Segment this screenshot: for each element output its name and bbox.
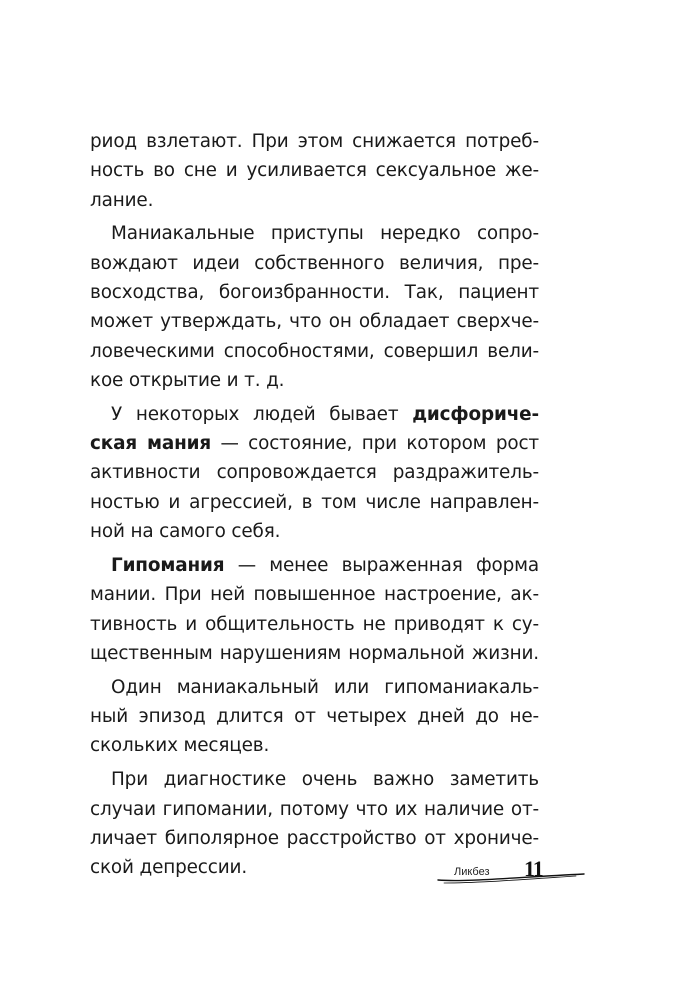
text-line: Один маниакальный или гипоманиакаль- [111,676,539,698]
text-line: ностью и агрессией, в том числе направлен- [90,491,539,513]
section-label: Ликбез [454,866,490,878]
text-line: восходства, богоизбранности. Так, пациент [90,282,539,304]
text-line: риод взлетают. При этом снижается потреб- [90,131,539,152]
text-line: ской депрессии. [90,857,248,879]
text-line [90,551,539,580]
paragraph-5 [90,673,539,761]
text-line: лание. [90,189,154,211]
text-line: ность во сне и усиливается сексуальное же- [90,160,539,182]
paragraph-4 [90,551,539,668]
text-line: ной на самого себя. [90,521,281,543]
term-bold: дисфориче- [412,403,539,425]
swoosh-decoration [436,871,586,885]
page-number: 11 [524,856,543,881]
paragraph-2 [90,219,539,395]
text-run: — менее выраженная форма [224,554,539,576]
text-line: щественным нарушениям нормальной жизни. [90,642,539,664]
paragraph-3 [90,400,539,546]
text-line: Маниакальные приступы нередко сопро- [111,223,539,245]
term-bold: ская мания [90,433,212,455]
text-line [90,429,539,458]
text-line: активности сопровождается раздражитель- [90,462,539,484]
text-line: мании. При ней повышенное настроение, ак- [90,584,539,606]
text-run: — состояние, при котором рост [211,433,539,455]
body-text [90,127,539,882]
text-line: тивность и общительность не приводят к су- [90,613,539,635]
text-line: При диагностике очень важно заметить [111,769,539,791]
text-line: личает биполярное расстройство от хрониче- [90,827,539,849]
text-line: вождают идеи собственного величия, пре- [90,252,539,274]
text-line: кое открытие и т. д. [90,369,285,391]
text-run: У некоторых людей бывает [111,403,413,425]
text-line [90,400,539,429]
text-line: случаи гипомании, потому что их наличие от- [90,798,539,820]
text-line: может утверждать, что он обладает сверхче- [90,311,539,333]
text-line: скольких месяцев. [90,735,270,757]
term-bold: Гипомания [111,554,225,576]
text-line: ный эпизод длится от четырех дней до не- [90,706,539,728]
paragraph-1 [90,127,539,215]
text-line: ловеческими способностями, совершил вели- [90,340,539,362]
page-footer [436,853,586,893]
